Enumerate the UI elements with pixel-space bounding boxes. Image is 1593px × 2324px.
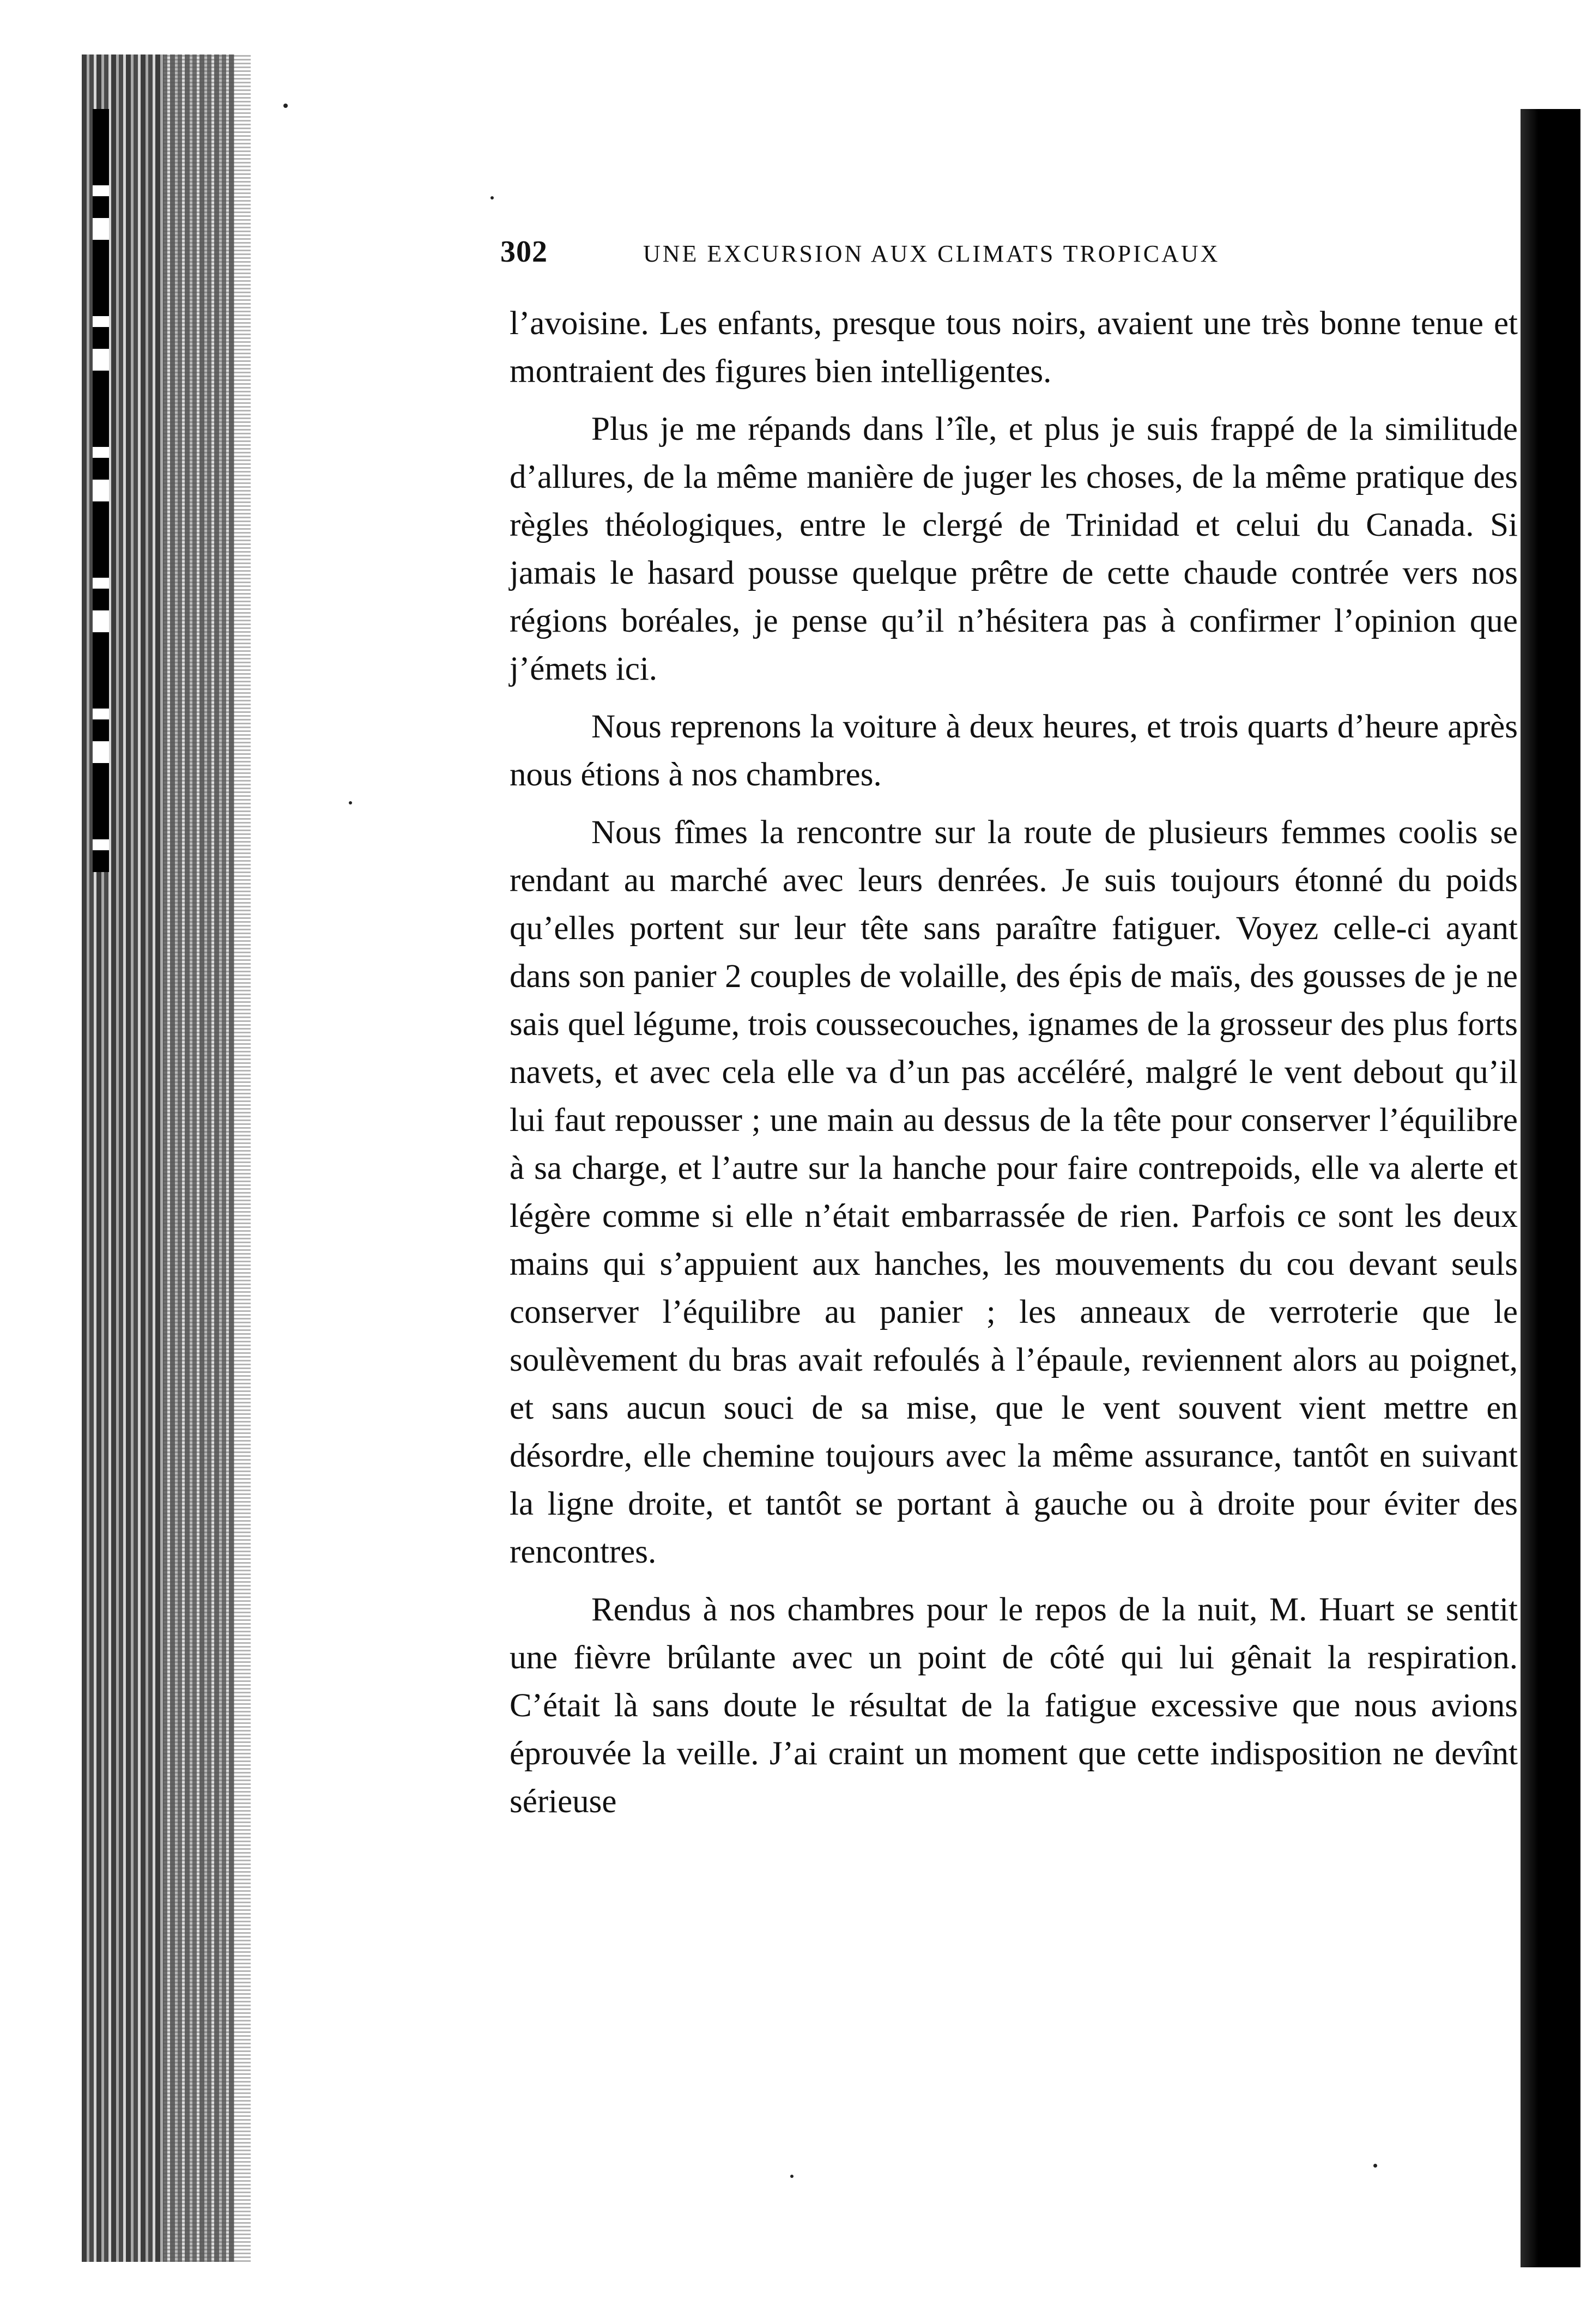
right-page-edge	[1521, 109, 1580, 2267]
scan-edge-marks	[93, 109, 109, 872]
paragraph: Nous reprenons la voiture à deux heures, et trois quarts d’heure après nous étions à nos chambres.	[510, 709, 1518, 793]
scan-speck	[1373, 2164, 1377, 2168]
paragraph: Plus je me répands dans l’île, et plus je suis frappé de la similitude d’allures, de la même manière de juger les choses, de la même pratique des règles théologiques, entre le clergé de Trinidad et celui du Canada. Si jamais le hasard pousse quelque prêtre de cette chaude contrée vers nos régions boréales, je pense qu’il n’hésitera pas à confirmer l’opinion que j’émets ici.	[510, 411, 1518, 687]
body-text	[510, 300, 1518, 1836]
scan-speck	[349, 801, 352, 804]
page-header	[500, 234, 1383, 273]
scan-speck	[790, 2175, 794, 2178]
scan-speck	[490, 196, 494, 199]
paragraph: Nous fîmes la rencontre sur la route de plusieurs femmes coolis se rendant au marché avec leurs denrées. Je suis toujours étonné du poids qu’elles portent sur leur tête sans paraître fatiguer. Voyez celle-ci ayant dans son panier 2 couples de volaille, des épis de maïs, des gousses de je ne sais quel légume, trois coussecouches, ignames de la grosseur des plus forts navets, et avec cela elle va d’un pas accéléré, malgré le vent debout qu’il lui faut repousser ; une main au dessus de la tête pour conserver l’équilibre à sa charge, et l’autre sur la hanche pour faire contrepoids, elle va alerte et légère comme si elle n’était embarrassée de rien. Parfois ce sont les deux mains qui s’appuient aux hanches, les mouvements du cou devant seuls conserver l’équilibre au panier ; les anneaux de verroterie que le soulèvement du bras avait refoulés à l’épaule, reviennent alors au poignet, et sans aucun souci de sa mise, que le vent souvent vient mettre en désordre, elle chemine toujours avec la même assurance, tantôt en suivant la ligne droite, et tantôt se portant à gauche ou à droite pour éviter des rencontres.	[510, 814, 1518, 1570]
paragraph: Rendus à nos chambres pour le repos de la nuit, M. Huart se sentit une fièvre brûlante avec un point de côté qui lui gênait la respiration. C’était là sans doute le résultat de la fatigue excessive que nous avions éprouvée la veille. J’ai craint un moment que cette indisposition ne devînt sérieuse	[510, 1591, 1518, 1820]
running-head: UNE EXCURSION AUX CLIMATS TROPICAUX	[643, 240, 1220, 267]
page-number: 302	[500, 235, 548, 269]
binding-shadow	[163, 55, 251, 2262]
paragraph: l’avoisine. Les enfants, presque tous noirs, avaient une très bonne tenue et montraient des figures bien intelligentes.	[510, 305, 1518, 390]
scan-speck	[283, 104, 288, 108]
